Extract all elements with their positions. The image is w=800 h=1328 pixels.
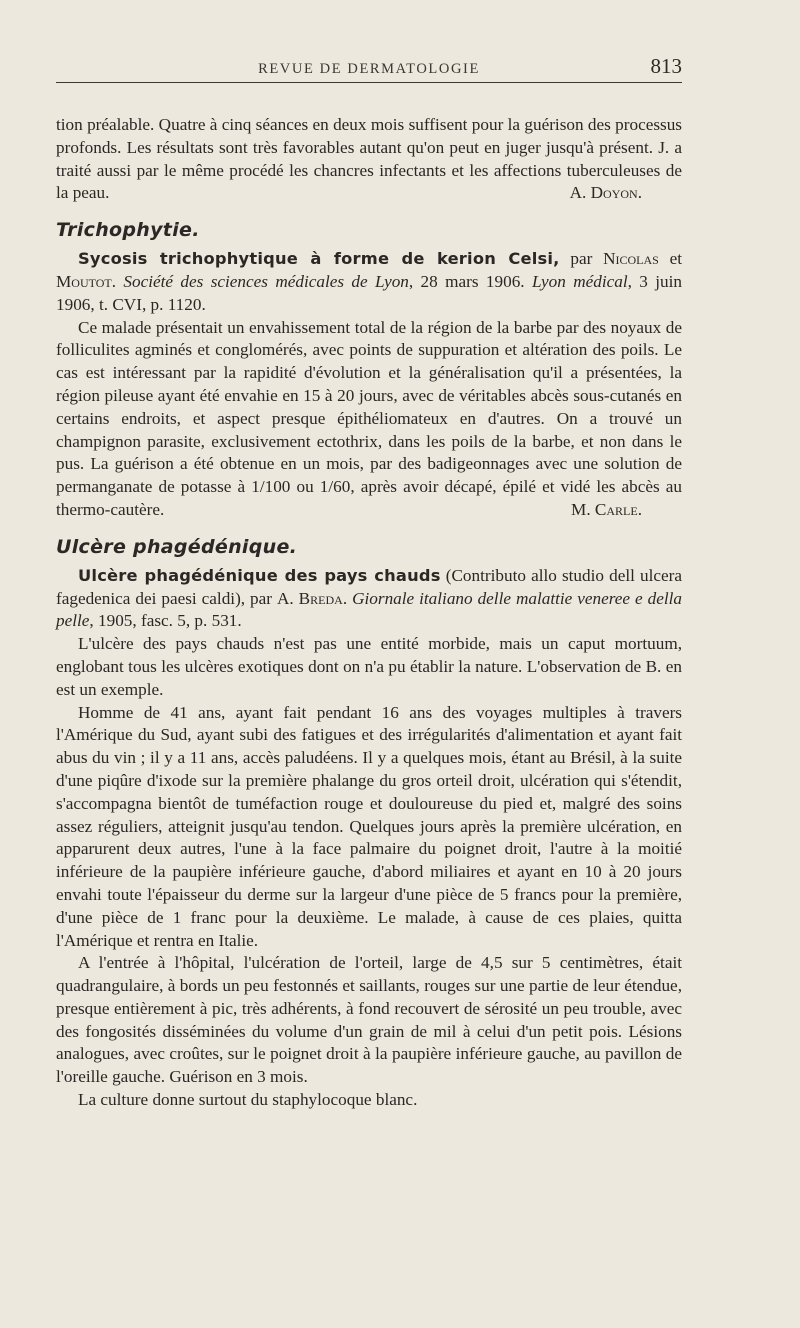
author-name: Moutot bbox=[56, 271, 112, 291]
ref-text: , 1905, fasc. 5, p. 531. bbox=[89, 611, 242, 631]
section-heading-trichophytie: Trichophytie. bbox=[56, 219, 200, 242]
ref-text: , 3 juin 1906, t. CVI, p. 1120. bbox=[56, 271, 682, 314]
body-paragraph: Homme de 41 ans, ayant fait pendant 16 ans des voyages multiples à travers l'Amérique du Sud, ayant subi des fatigues et des irrégularités d'alimentation et ayant fait abus du vin ; il y a 11 ans, accès paludéens. Il y a quelques mois, étant au Brésil, à la suite d'une piqûre d'ixode sur la première phalange du gros orteil droit, ulcération qui s'étendit, s'accompagna bientôt de tuméfaction rouge et douloureuse du pied et, malgré des soins assez réguliers, atteignit jusqu'au tendon. Quelques jours après la première ulcération, en apparurent deux autres, l'une à la face palmaire du poignet droit, l'autre à la moitié inférieure de la paupière inférieure gauche, d'abord miliaires et ayant en 10 à 20 jours envahi toute l'épaisseur du derme sur la largeur d'une pièce de 5 francs pour la première, d'une pièce de 1 franc pour la deuxième. Le malade, à cause de ces plaies, quitta l'Amérique et rentra en Italie. bbox=[56, 702, 682, 950]
author-name: Nicolas bbox=[603, 249, 659, 269]
intro-signature: A. Doyon. bbox=[569, 183, 642, 203]
author-name: A. Breda bbox=[276, 588, 343, 608]
journal-name: Lyon médical bbox=[531, 271, 628, 291]
body-text: Ce malade présentait un envahissement total de la région de la barbe par des noyaux de folliculites agminés et conglomérés, avec points de suppuration et altération des poils. Le cas est intéressant par la rapidité d'évolution et la généralisation qu'il a présentées, la région pileuse ayant été envahie en 15 à 20 jours, avec de véritables abcès sous-cutanés en certains endroits, et aspect presque épithéliomateux en d'autres. On a trouvé un champignon parasite, exclusivement ectothrix, dans les poils de la barbe, et non dans le pus. La guérison a été obtenue en un mois, par des badigeonnages avec une solution de permanganate de potasse à 1/100 ou 1/60, après avoir décapé, épilé et vidé les abcès au thermo-cautère. bbox=[56, 317, 682, 519]
ref-text: . bbox=[342, 588, 353, 608]
section1-signature: M. Carle. bbox=[571, 499, 642, 519]
running-header bbox=[56, 48, 682, 83]
running-title: REVUE DE DERMATOLOGIE bbox=[258, 61, 480, 77]
journal-name: Société des sciences médicales de Lyon bbox=[123, 271, 409, 291]
page-number: 813 bbox=[650, 54, 682, 78]
intro-text: tion préalable. Quatre à cinq séances en deux mois suffisent pour la guérison des processus profonds. Les résultats sont très favorables autant qu'on peut en juger jusqu'à présent. J. a traité aussi par le même procédé les chancres infectants et les affections tuberculeuses de la peau. bbox=[56, 115, 682, 203]
article-title-sycosis: Sycosis trichophytique à forme de kerion Celsi, bbox=[78, 249, 560, 269]
article-reference-sycosis bbox=[56, 248, 682, 316]
section-heading-ulcere: Ulcère phagédénique. bbox=[56, 535, 298, 558]
body-paragraph bbox=[56, 317, 682, 522]
article-reference-ulcere bbox=[56, 565, 682, 633]
page-content bbox=[56, 114, 682, 1112]
document-page bbox=[56, 48, 682, 1112]
ref-text: , 28 mars 1906. bbox=[408, 271, 532, 291]
ref-text: (Contributo allo studio dell ulcera fagedenica dei paesi caldi), par bbox=[56, 565, 682, 608]
ref-text: . bbox=[111, 271, 124, 291]
journal-name: Giornale italiano delle malattie veneree e della pelle bbox=[56, 588, 683, 631]
body-paragraph: A l'entrée à l'hôpital, l'ulcération de l'orteil, large de 4,5 sur 5 centimètres, était quadrangulaire, à bords un peu festonnés et saillants, rouges sur une partie de leur étendue, presque entièrement à pic, très adhérents, à fond recouvert de sérosité un peu trouble, avec des fongosités disséminées du volume d'un grain de mil à celui d'un petit pois. Lésions analogues, avec croûtes, sur le poignet droit à la paupière inférieure gauche, au pavillon de l'oreille gauche. Guérison en 3 mois. bbox=[56, 953, 682, 1087]
intro-paragraph bbox=[56, 114, 682, 205]
article-title-ulcere: Ulcère phagédénique des pays chauds bbox=[78, 565, 441, 585]
ref-text: par bbox=[559, 249, 604, 269]
ref-text: et bbox=[658, 249, 683, 269]
body-paragraph: La culture donne surtout du staphylocoque blanc. bbox=[78, 1090, 418, 1110]
body-paragraph: L'ulcère des pays chauds n'est pas une entité morbide, mais un caput mortuum, englobant tous les ulcères exotiques dont on n'a pu établir la nature. L'observation de B. en est un exemple. bbox=[56, 634, 682, 699]
